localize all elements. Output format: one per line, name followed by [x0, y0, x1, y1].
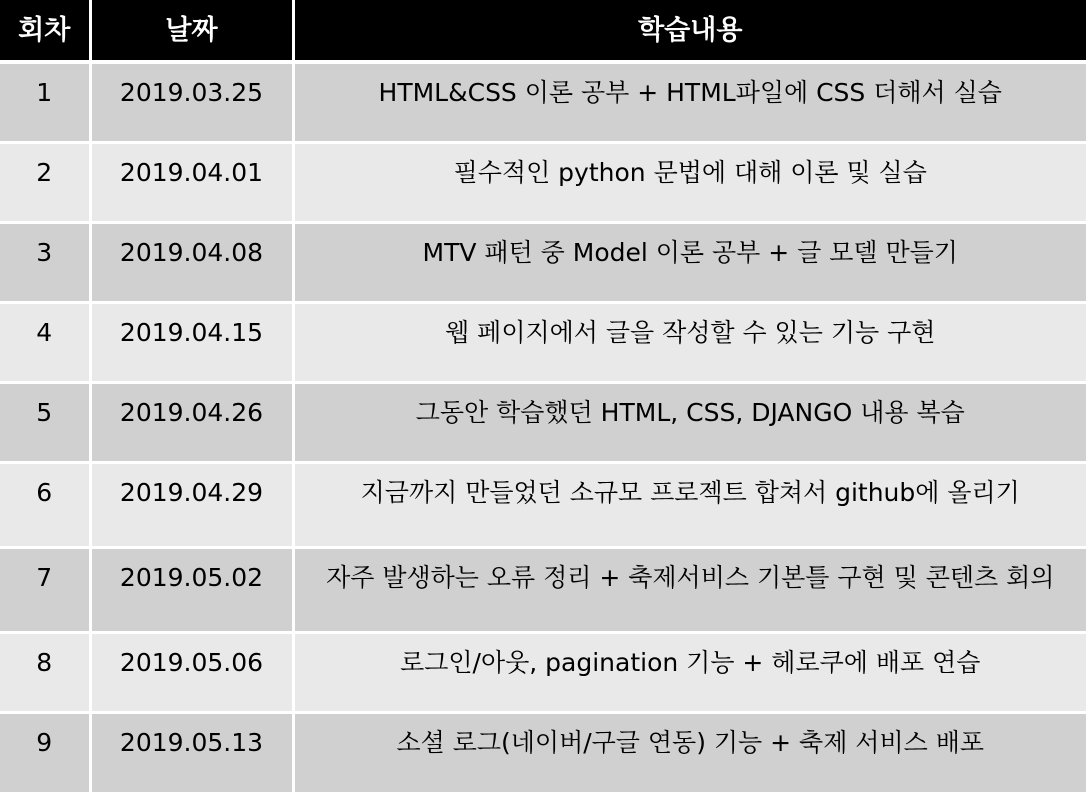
table-row: [0, 462, 1086, 547]
table-row: [0, 547, 1086, 632]
cell-date: 2019.04.08: [90, 222, 293, 302]
cell-content: 지금까지 만들었던 소규모 프로젝트 합쳐서 github에 올리기: [293, 462, 1086, 547]
cell-date: 2019.05.13: [90, 712, 293, 792]
cell-date: 2019.04.15: [90, 302, 293, 382]
cell-content: 필수적인 python 문법에 대해 이론 및 실습: [293, 142, 1086, 222]
cell-date: 2019.04.01: [90, 142, 293, 222]
cell-round: 5: [0, 382, 90, 462]
table-row: [0, 382, 1086, 462]
header-round: 회차: [0, 0, 90, 62]
cell-content: 그동안 학습했던 HTML, CSS, DJANGO 내용 복습: [293, 382, 1086, 462]
cell-content: HTML&CSS 이론 공부 + HTML파일에 CSS 더해서 실습: [293, 62, 1086, 142]
cell-content: 자주 발생하는 오류 정리 + 축제서비스 기본틀 구현 및 콘텐츠 회의: [293, 547, 1086, 632]
cell-round: 9: [0, 712, 90, 792]
cell-round: 7: [0, 547, 90, 632]
cell-content: MTV 패턴 중 Model 이론 공부 + 글 모델 만들기: [293, 222, 1086, 302]
table-row: [0, 222, 1086, 302]
table-row: [0, 62, 1086, 142]
table-row: [0, 632, 1086, 712]
cell-round: 2: [0, 142, 90, 222]
table-row: [0, 712, 1086, 792]
cell-date: 2019.04.29: [90, 462, 293, 547]
table-row: [0, 142, 1086, 222]
cell-content: 소셜 로그(네이버/구글 연동) 기능 + 축제 서비스 배포: [293, 712, 1086, 792]
cell-round: 8: [0, 632, 90, 712]
cell-round: 3: [0, 222, 90, 302]
header-date: 날짜: [90, 0, 293, 62]
cell-date: 2019.03.25: [90, 62, 293, 142]
cell-content: 웹 페이지에서 글을 작성할 수 있는 기능 구현: [293, 302, 1086, 382]
cell-round: 1: [0, 62, 90, 142]
cell-date: 2019.05.02: [90, 547, 293, 632]
table-header: [0, 0, 1086, 62]
header-row: [0, 0, 1086, 62]
table-row: [0, 302, 1086, 382]
cell-round: 4: [0, 302, 90, 382]
cell-round: 6: [0, 462, 90, 547]
table-body: [0, 62, 1086, 792]
cell-content: 로그인/아웃, pagination 기능 + 헤로쿠에 배포 연습: [293, 632, 1086, 712]
cell-date: 2019.04.26: [90, 382, 293, 462]
header-content: 학습내용: [293, 0, 1086, 62]
cell-date: 2019.05.06: [90, 632, 293, 712]
